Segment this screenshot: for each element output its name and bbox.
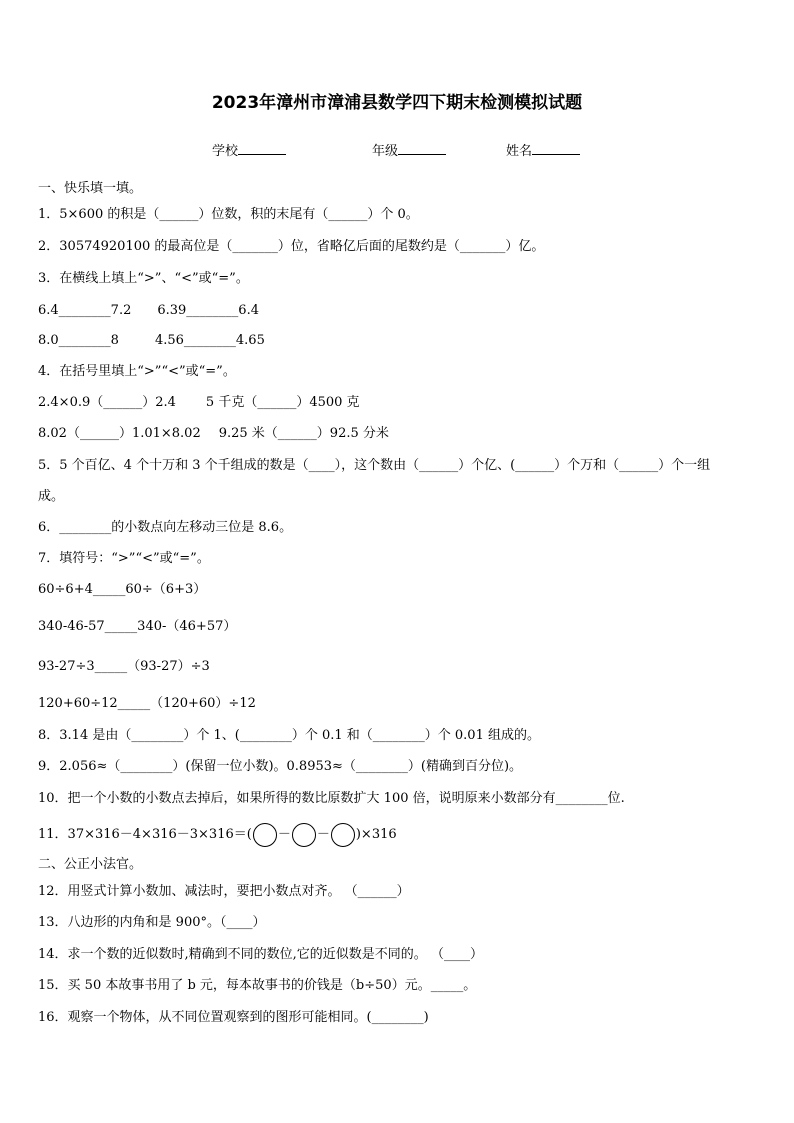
question-4-row-2 — [38, 426, 389, 442]
question-11 — [38, 822, 397, 848]
grade-label: 年级 — [372, 144, 399, 159]
q3-item-d: 4.56________4.65 — [154, 333, 265, 348]
question-10: 10．把一个小数的小数点去掉后，如果所得的数比原数扩大 100 倍，说明原来小数部分有________位. — [38, 791, 625, 806]
question-5: 5．5 个百亿、4 个十万和 3 个千组成的数是（____），这个数由（______）个亿、(______）个万和（______）个一组 — [38, 458, 711, 473]
question-9: 9．2.056≈（________）(保留一位小数)。0.8953≈（________）(精确到百分位)。 — [38, 759, 523, 774]
q11-suffix: )×316 — [355, 827, 397, 842]
question-4-row-1 — [38, 395, 360, 411]
grade-blank — [398, 142, 446, 155]
question-7-row-3: 93-27÷3_____（93-27）÷3 — [38, 659, 210, 674]
question-8: 8．3.14 是由（________）个 1、(________）个 0.1 和（________）个 0.01 组成的。 — [38, 728, 540, 743]
question-2: 2．30574920100 的最高位是（_______）位，省略亿后面的尾数约是（_______）亿。 — [38, 239, 545, 254]
q3-item-a: 6.4________7.2 — [38, 303, 132, 318]
q3-item-c: 8.0________8 — [38, 333, 119, 348]
question-3-row-2 — [38, 333, 265, 349]
question-16: 16．观察一个物体，从不同位置观察到的图形可能相同。(________) — [38, 1010, 429, 1025]
question-12: 12．用竖式计算小数加、减法时，要把小数点对齐。 （______） — [38, 884, 410, 899]
question-3-row-1 — [38, 303, 259, 319]
question-7-row-1: 60÷6+4_____60÷（6+3） — [38, 582, 207, 597]
q4-item-b: 5 千克（______）4500 克 — [205, 395, 360, 410]
q11-minus-2: － — [316, 827, 330, 842]
question-4: 4．在括号里填上“>”“<”或“=”。 — [38, 364, 236, 379]
section-heading-2: 二、公正小法官。 — [38, 857, 143, 872]
name-field — [506, 140, 580, 159]
answer-circle-1 — [253, 823, 277, 847]
question-5-continued: 成。 — [38, 489, 65, 504]
question-15: 15．买 50 本故事书用了 b 元，每本故事书的价钱是（b÷50）元。_____。 — [38, 978, 477, 993]
question-7-row-2: 340-46-57_____340-（46+57） — [38, 619, 237, 634]
question-1: 1．5×600 的积是（______）位数，积的末尾有（______）个 0。 — [38, 207, 419, 222]
q11-prefix: 11．37×316－4×316－3×316＝( — [38, 827, 252, 842]
q3-item-b: 6.39________6.4 — [157, 303, 259, 318]
name-label: 姓名 — [506, 144, 533, 159]
page-title: 2023年漳州市漳浦县数学四下期末检测模拟试题 — [211, 93, 583, 113]
name-blank — [532, 142, 580, 155]
q4-item-a: 2.4×0.9（______）2.4 — [38, 395, 176, 410]
section-heading-1: 一、快乐填一填。 — [38, 181, 143, 196]
question-6: 6．________的小数点向左移动三位是 8.6。 — [38, 520, 293, 535]
q4-item-d: 9.25 米（______）92.5 分米 — [218, 426, 389, 441]
answer-circle-3 — [331, 823, 355, 847]
grade-field — [372, 140, 446, 159]
question-13: 13．八边形的内角和是 900°。（____） — [38, 915, 266, 930]
q4-item-c: 8.02（______）1.01×8.02 — [38, 426, 201, 441]
question-14: 14．求一个数的近似数时,精确到不同的数位,它的近似数是不同的。 （____） — [38, 947, 483, 962]
school-label: 学校 — [212, 144, 239, 159]
q11-minus-1: － — [277, 827, 291, 842]
question-7-row-4: 120+60÷12_____（120+60）÷12 — [38, 696, 256, 711]
question-3: 3．在横线上填上“>”、“<”或“=”。 — [38, 271, 249, 286]
school-blank — [238, 142, 286, 155]
school-field — [212, 140, 286, 159]
question-7: 7．填符号：“>”“<”或“=”。 — [38, 551, 210, 566]
answer-circle-2 — [292, 823, 316, 847]
